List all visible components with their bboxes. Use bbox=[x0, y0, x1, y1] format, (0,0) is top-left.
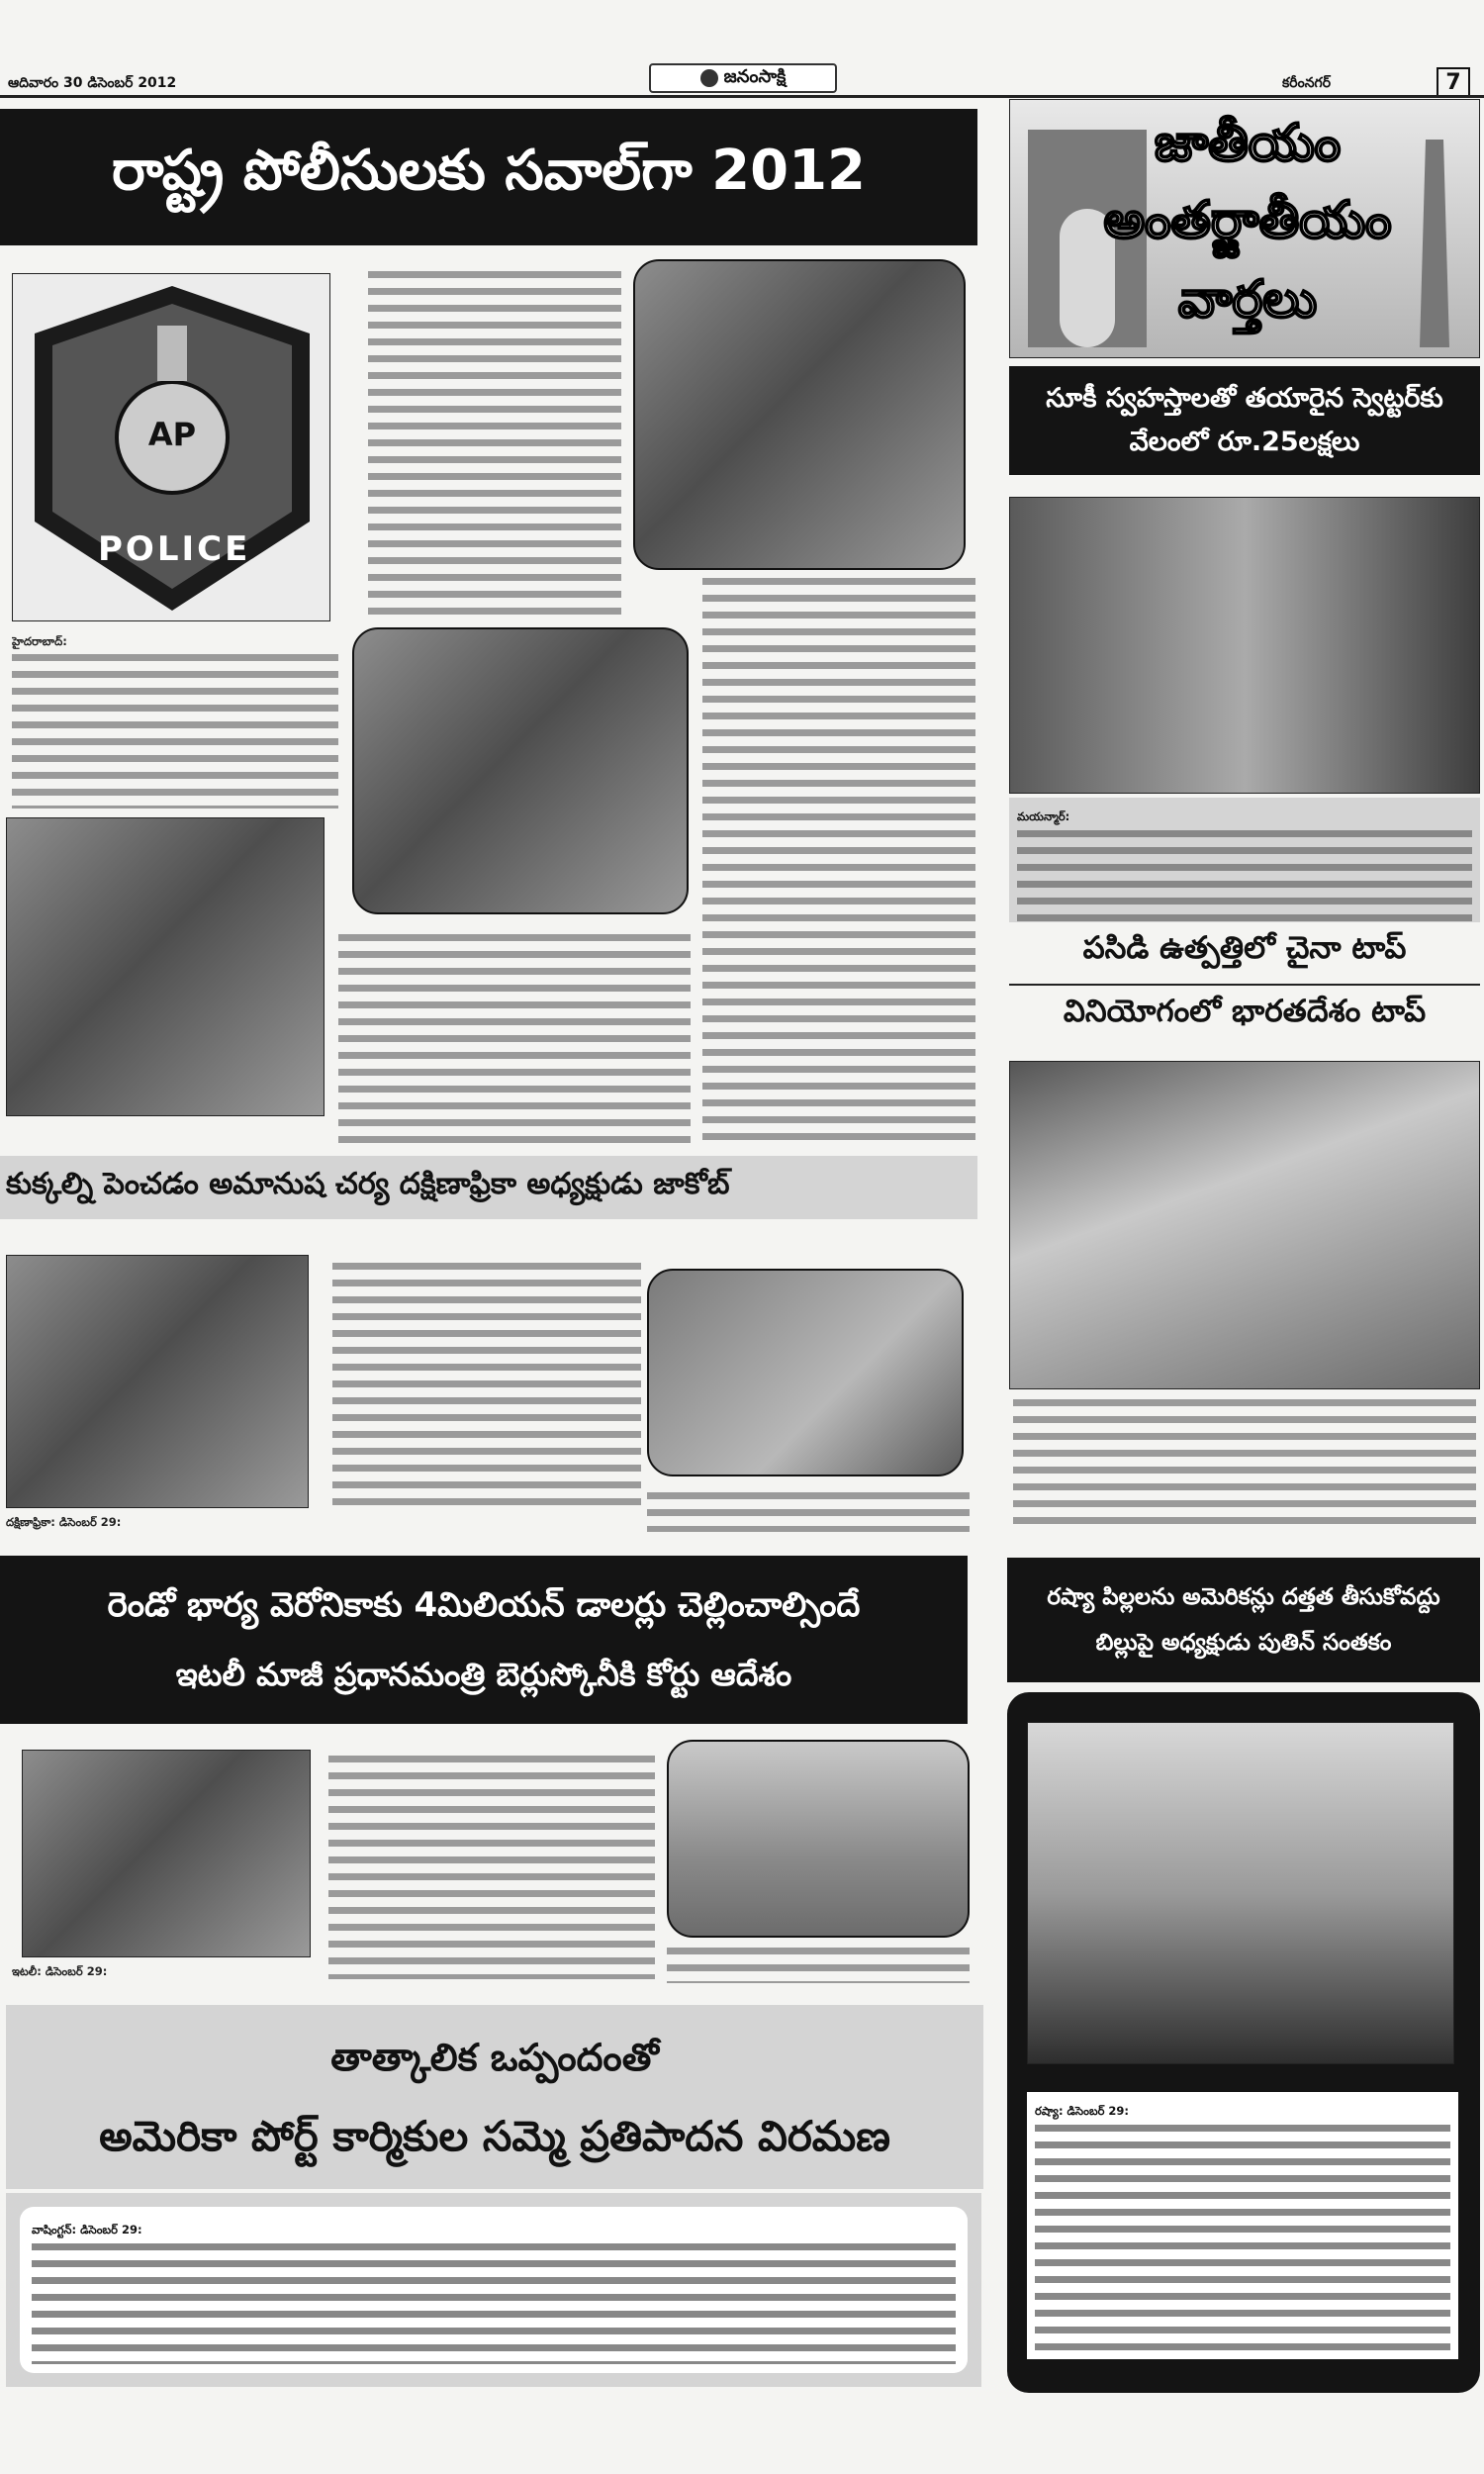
story6-frame bbox=[1007, 1692, 1480, 2393]
ap-police-badge-image bbox=[12, 273, 330, 621]
story2-dateline: మయన్మార్: bbox=[1017, 809, 1070, 823]
story6-body bbox=[1027, 2092, 1458, 2359]
story7-headline-line2: అమెరికా పోర్ట్ కార్మికుల సమ్మె ప్రతిపాదన విరమణ bbox=[99, 2112, 890, 2160]
story7-dateline: వాషింగ్టన్: డిసెంబర్ 29: bbox=[32, 2223, 142, 2236]
story1-column-3 bbox=[702, 574, 975, 1148]
story4-column-1 bbox=[332, 1259, 641, 1510]
story5-column-2 bbox=[667, 1944, 970, 1983]
story3-headline-line1: పసిడి ఉత్పత్తిలో చైనా టాప్ bbox=[1082, 930, 1407, 966]
side-banner-line2: అంతర్జాతీయం bbox=[1103, 191, 1392, 250]
story6-headline bbox=[1007, 1558, 1480, 1682]
rescue-scene-photo bbox=[633, 259, 966, 570]
story4-column-2 bbox=[647, 1488, 970, 1532]
story7-body-lines bbox=[32, 2239, 956, 2364]
badge-police-text: POLICE bbox=[98, 529, 251, 569]
badge-ap-text: AP bbox=[147, 416, 197, 453]
story5-headline-line1: రెండో భార్య వెరోనికాకు 4మిలియన్ డాలర్లు చెల్లించాల్సిందే bbox=[107, 1585, 861, 1625]
side-banner-monuments bbox=[1009, 99, 1480, 358]
crowd-police-photo bbox=[6, 817, 325, 1116]
story5-headline-line2: ఇటలీ మాజీ ప్రధానమంత్రి బెర్లుస్కోనీకి కోర్టు ఆదేశం bbox=[175, 1656, 792, 1693]
story6-headline-line2: బిల్లుపై అధ్యక్షుడు పుతిన్ సంతకం bbox=[1095, 1630, 1392, 1656]
story2-body bbox=[1009, 798, 1480, 922]
putin-photo bbox=[1027, 1722, 1454, 2064]
story5-column-1 bbox=[328, 1752, 655, 1979]
story2-headline-line2: వేలంలో రూ.25లక్షలు bbox=[1129, 427, 1360, 457]
story6-dateline: రష్యా: డిసెంబర్ 29: bbox=[1035, 2104, 1130, 2118]
masthead-rule bbox=[0, 95, 1484, 98]
plane-crash-photo bbox=[352, 627, 689, 914]
side-banner-line3: వార్తలు bbox=[1177, 270, 1318, 330]
story6-headline-line1: రష్యా పిల్లలను అమెరికన్లు దత్తత తీసుకోవద్దు bbox=[1047, 1584, 1440, 1610]
story7-body-inner bbox=[20, 2207, 968, 2373]
story4-dateline: దక్షిణాఫ్రికా: డిసెంబర్ 29: bbox=[6, 1515, 122, 1529]
side-banner-line1: జాతీయం bbox=[1154, 114, 1342, 173]
newspaper-logo-icon bbox=[700, 69, 718, 87]
page-number: 7 bbox=[1437, 67, 1470, 97]
jacob-zuma-photo bbox=[6, 1255, 309, 1508]
story2-headline-line1: సూకీ స్వహస్తాలతో తయారైన స్వెట్టర్‌కు bbox=[1046, 383, 1443, 414]
story1-dateline-block bbox=[12, 633, 338, 811]
story1-column-2b bbox=[338, 930, 691, 1148]
masthead-date: ఆదివారం 30 డిసెంబర్ 2012 bbox=[8, 75, 177, 91]
masthead-bar bbox=[0, 0, 1484, 97]
berlusconi-photo bbox=[22, 1750, 311, 1957]
story7-headline bbox=[6, 2005, 983, 2189]
story5-dateline-block bbox=[12, 1963, 645, 1983]
masthead-paper-name: జనంసాక్షి bbox=[723, 65, 787, 87]
story1-dateline: హైదరాబాద్: bbox=[12, 634, 67, 648]
gold-bars-photo bbox=[1009, 1061, 1480, 1389]
story3-headline-line2: వినియోగంలో భారతదేశం టాప్ bbox=[1063, 994, 1427, 1029]
story5-dateline: ఇటలీ: డిసెంబర్ 29: bbox=[12, 1964, 108, 1978]
story1-column-1 bbox=[368, 267, 621, 623]
story5-headline bbox=[0, 1556, 968, 1724]
story4-headline: కుక్కల్ని పెంచడం అమానుష చర్య దక్షిణాఫ్రికా అధ్యక్షుడు జాకోబ్ bbox=[0, 1156, 977, 1219]
story3-rule bbox=[1009, 984, 1480, 986]
story1-headline: రాష్ట్ర పోలీసులకు సవాల్‌గా 2012 bbox=[0, 109, 977, 245]
italian-building-photo bbox=[667, 1740, 970, 1938]
story2-body-lines bbox=[1017, 826, 1472, 921]
story1-body-lines bbox=[12, 650, 338, 809]
suu-kyi-photo bbox=[1009, 497, 1480, 794]
story7-headline-line1: తాత్కాలిక ఒప్పందంతో bbox=[330, 2036, 659, 2079]
story4-dateline-block bbox=[6, 1514, 639, 1534]
story7-body bbox=[6, 2193, 981, 2387]
masthead-edition: కరీంనగర్ bbox=[1282, 75, 1331, 91]
story2-headline bbox=[1009, 366, 1480, 475]
story3-body bbox=[1013, 1395, 1476, 1528]
story6-body-lines bbox=[1035, 2121, 1450, 2358]
puppy-with-ball-photo bbox=[647, 1269, 964, 1476]
masthead-logo bbox=[649, 63, 837, 93]
